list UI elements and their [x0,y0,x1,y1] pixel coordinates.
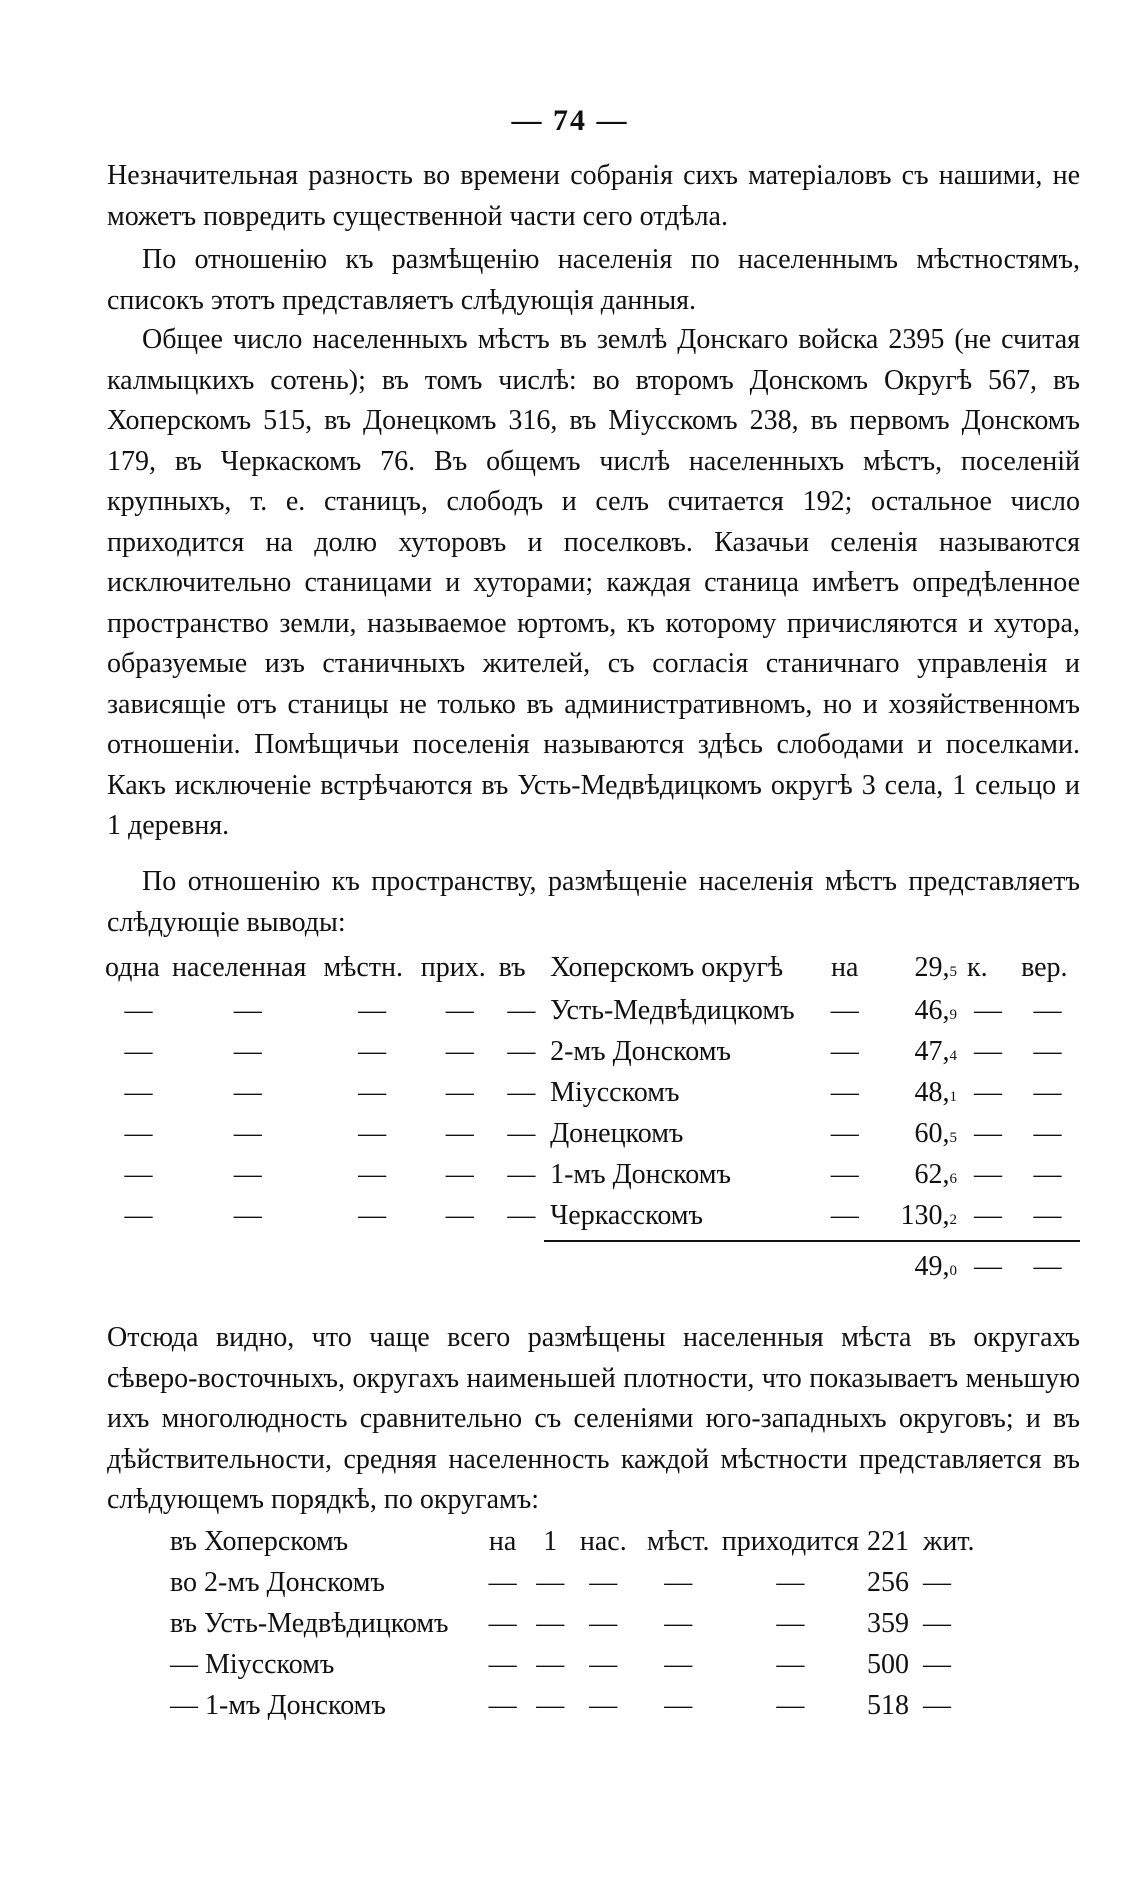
table-cell: 62, [914,1158,950,1190]
dash-placeholder: — [358,1158,387,1190]
table-cell: мѣстн. [323,952,404,983]
dash-placeholder: — [445,1158,474,1190]
area-value [874,1072,961,1113]
dash-placeholder: — [830,1076,859,1108]
dash-placeholder: — [445,1035,474,1067]
area-per-settlement-table [105,946,1080,1287]
table-cell: 29, [914,952,950,983]
dash-placeholder: — [488,1607,517,1639]
dash-placeholder: — [358,1117,387,1149]
table-cell: 46, [914,994,950,1026]
area-value [874,990,961,1031]
dash-placeholder: — [124,994,153,1026]
table-cell: въ [498,952,526,983]
table-row [170,1603,1000,1644]
area-value [874,946,961,990]
population-per-settlement-table [170,1521,1000,1726]
table-cell: 6 [949,1170,957,1187]
dash-placeholder: — [830,1117,859,1149]
dash-placeholder: — [1033,1035,1062,1067]
area-value [874,1154,961,1195]
table-cell: 4 [949,1047,957,1064]
table-cell: 48, [914,1076,950,1108]
dash-placeholder: — [974,994,1003,1026]
paragraph: Незначительная разность во времени собранія сихъ матеріаловъ съ нашими, не можетъ повредить существенной части сего отдѣла. [107,160,1080,232]
dash-placeholder: — [124,1076,153,1108]
dash-placeholder: — [488,1648,517,1680]
district-name: Донецкомъ [550,1117,684,1149]
table-cell: 5 [949,964,957,980]
dash-placeholder: — [974,1117,1003,1149]
dash-placeholder: — [589,1607,618,1639]
dash-placeholder: — [664,1648,693,1680]
dash-placeholder: — [974,1076,1003,1108]
district-name: въ Усть-Медвѣдицкомъ [170,1607,449,1639]
table-cell: на [488,1525,517,1557]
district-name: 2-мъ Донскомъ [550,1035,731,1067]
unit-label: к. [967,952,988,983]
dash-placeholder: — [488,1689,517,1721]
table-cell: прих. [420,952,486,983]
dash-placeholder: — [124,1035,153,1067]
table-row [105,1195,1080,1236]
district-name: Черкасскомъ [550,1199,703,1231]
dash-placeholder: — [776,1607,805,1639]
total-value [874,1246,961,1287]
district-name: 1-мъ Донскомъ [550,1158,731,1190]
paragraph: Общее число населенныхъ мѣстъ въ землѣ Донскаго войска 2395 (не считая калмыцкихъ сотень); въ томъ числѣ: во второмъ Донскомъ Округѣ 567, въ Хоперскомъ 515, въ Донецкомъ 316, въ Міусскомъ 238, въ первомъ Донскомъ 179, въ Черкаскомъ 76. Въ общемъ числѣ населенныхъ мѣстъ, поселеній крупныхъ, т. е. станицъ, слободъ и селъ считается 192; остальное число приходится на долю хуторовъ и поселковъ. Казачьи селенія называются исключительно станицами и хуторами; каждая станица имѣетъ опредѣленное пространство земли, называемое юртомъ, къ которому причисляются и хутора, образуемые изъ станичныхъ жителей, съ согласія станичнаго управленія и зависящіе отъ станицы не только въ административномъ, но и хозяйственномъ отношеніи. Помѣщичьи поселенія называются здѣсь слободами и поселками. Какъ исключеніе встрѣчаются въ Усть-Медвѣдицкомъ округѣ 3 села, 1 сельцо и 1 деревня. [107,324,1080,841]
table-row [170,1521,1000,1562]
dash-placeholder: — [974,1199,1003,1231]
table-cell: 0 [949,1262,957,1279]
population-value: 221 [867,1525,910,1557]
total-rule-row [105,1236,1080,1246]
dash-placeholder: — [830,1199,859,1231]
dash-placeholder: — [1033,1250,1062,1282]
total-rule [544,1240,1080,1242]
dash-placeholder: — [1033,1199,1062,1231]
dash-placeholder: — [536,1648,565,1680]
dash-placeholder: — [589,1689,618,1721]
text-block-4 [107,862,1080,943]
dash-placeholder: — [830,1158,859,1190]
total-row [105,1246,1080,1287]
table-row [170,1685,1000,1726]
dash-placeholder: — [358,994,387,1026]
dash-placeholder: — [233,1158,262,1190]
dash-placeholder: — [923,1689,952,1721]
table-row [105,1113,1080,1154]
dash-placeholder: — [1033,1117,1062,1149]
table-cell: мѣст. [647,1525,710,1557]
population-value: 518 [867,1689,910,1721]
dash-placeholder: — [124,1158,153,1190]
unit-label: вер. [1021,952,1068,983]
paragraph: Отсюда видно, что чаще всего размѣщены населенныя мѣста въ округахъ сѣверо-восточныхъ, округахъ наименьшей плотности, что показываетъ меньшую ихъ многолюдность сравнительно съ селеніями юго-западныхъ округовъ; и въ дѣйствительности, средняя населенность каждой мѣстности представляется въ слѣдующемъ порядкѣ, по округамъ: [107,1322,1080,1515]
table-cell: населенная [172,952,307,983]
area-value [874,1113,961,1154]
dash-placeholder: — [124,1117,153,1149]
unit-label: жит. [923,1525,975,1557]
table-cell: одна [105,952,160,983]
dash-placeholder: — [507,1199,536,1231]
dash-placeholder: — [664,1607,693,1639]
table-cell: 1 [949,1088,957,1105]
dash-placeholder: — [589,1566,618,1598]
dash-placeholder: — [923,1607,952,1639]
dash-placeholder: — [445,1117,474,1149]
dash-placeholder: — [776,1648,805,1680]
dash-placeholder: — [233,1199,262,1231]
dash-placeholder: — [1033,1158,1062,1190]
table-cell: на [831,952,859,983]
district-name: — 1-мъ Донскомъ [170,1689,386,1721]
area-value [874,1195,961,1236]
text-block-2 [107,240,1080,321]
dash-placeholder: — [830,1035,859,1067]
dash-placeholder: — [507,994,536,1026]
table-row [105,990,1080,1031]
dash-placeholder: — [830,994,859,1026]
table-cell: 5 [949,1129,957,1146]
dash-placeholder: — [358,1199,387,1231]
text-block-3 [107,320,1080,847]
dash-placeholder: — [445,1199,474,1231]
table-cell: 47, [914,1035,950,1067]
dash-placeholder: — [664,1566,693,1598]
table-row [105,1072,1080,1113]
dash-placeholder: — [358,1035,387,1067]
dash-placeholder: — [664,1689,693,1721]
dash-placeholder: — [233,1117,262,1149]
table-cell: нас. [579,1525,627,1557]
district-name: во 2-мъ Донскомъ [170,1566,385,1598]
district-name: Хоперскомъ округѣ [550,952,784,983]
paragraph: По отношенію къ размѣщенію населенія по населеннымъ мѣстностямъ, списокъ этотъ представляетъ слѣдующія данныя. [107,244,1080,316]
table-row [170,1644,1000,1685]
dash-placeholder: — [233,994,262,1026]
dash-placeholder: — [974,1158,1003,1190]
population-value: 359 [867,1607,910,1639]
table-cell: 1 [543,1525,558,1557]
dash-placeholder: — [1033,1076,1062,1108]
population-value: 500 [867,1648,910,1680]
district-name: — Міусскомъ [170,1648,335,1680]
dash-placeholder: — [923,1566,952,1598]
table-row [105,1154,1080,1195]
dash-placeholder: — [974,1035,1003,1067]
dash-placeholder: — [233,1076,262,1108]
dash-placeholder: — [507,1117,536,1149]
dash-placeholder: — [536,1607,565,1639]
table-cell: 2 [949,1211,957,1228]
population-value: 256 [867,1566,910,1598]
table-cell: 49, [914,1250,950,1282]
dash-placeholder: — [507,1076,536,1108]
dash-placeholder: — [233,1035,262,1067]
dash-placeholder: — [445,1076,474,1108]
dash-placeholder: — [124,1199,153,1231]
dash-placeholder: — [358,1076,387,1108]
paragraph: По отношенію къ пространству, размѣщеніе населенія мѣстъ представляетъ слѣдующіе выводы: [107,866,1080,938]
text-block-5 [107,1318,1080,1521]
table-cell: приходится [721,1525,860,1557]
text-block-1 [107,156,1080,237]
dash-placeholder: — [776,1566,805,1598]
table-cell: 130, [900,1199,950,1231]
table-row [170,1562,1000,1603]
dash-placeholder: — [507,1158,536,1190]
dash-placeholder: — [923,1648,952,1680]
table-row [105,1031,1080,1072]
dash-placeholder: — [776,1689,805,1721]
dash-placeholder: — [507,1035,536,1067]
table-row [105,946,1080,990]
dash-placeholder: — [536,1689,565,1721]
dash-placeholder: — [974,1250,1003,1282]
district-name: въ Хоперскомъ [170,1525,349,1557]
table-cell: 60, [914,1117,950,1149]
page-number: — 74 — [511,104,629,137]
district-name: Усть-Медвѣдицкомъ [550,994,795,1026]
area-value [874,1031,961,1072]
table-cell: 9 [949,1006,957,1023]
dash-placeholder: — [589,1648,618,1680]
district-name: Міусскомъ [550,1076,680,1108]
dash-placeholder: — [488,1566,517,1598]
dash-placeholder: — [445,994,474,1026]
dash-placeholder: — [536,1566,565,1598]
dash-placeholder: — [1033,994,1062,1026]
